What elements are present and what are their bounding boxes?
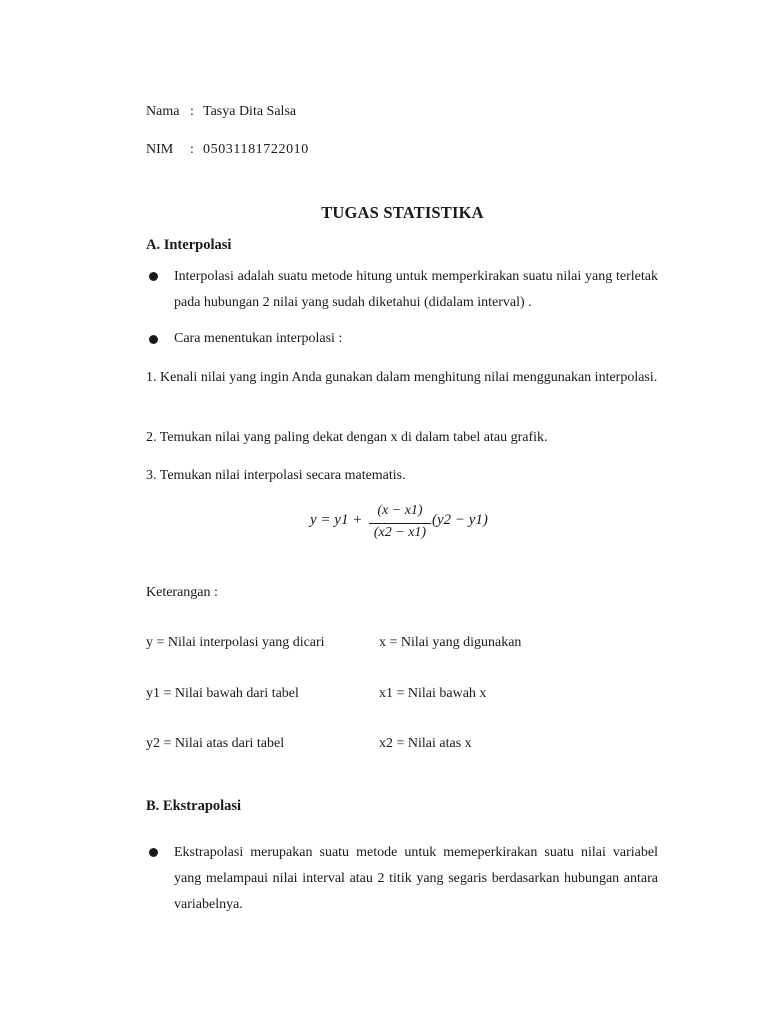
keterangan-y2: y2 = Nilai atas dari tabel [146, 736, 285, 751]
interpolasi-definition: Interpolasi adalah suatu metode hitung untuk memperkirakan suatu nilai yang terletak pada hubungan 2 nilai yang sudah diketahui (didalam interval) . [174, 269, 658, 310]
keterangan-x1: x1 = Nilai bawah x [379, 686, 487, 701]
nim-value: 05031181722010 [203, 142, 309, 157]
formula-rhs: (y2 − y1) [432, 512, 488, 528]
cara-interpolasi-bullet: Cara menentukan interpolasi : [174, 331, 343, 346]
step-3: 3. Temukan nilai interpolasi secara matematis. [146, 468, 406, 483]
fraction-bar [369, 523, 431, 524]
section-b-heading: B. Ekstrapolasi [146, 798, 242, 814]
formula-denominator: (x2 − x1) [373, 525, 427, 540]
keterangan-x: x = Nilai yang digunakan [379, 635, 522, 650]
formula-numerator: (x − x1) [377, 503, 423, 518]
step-1: 1. Kenali nilai yang ingin Anda gunakan dalam menghitung nilai menggunakan interpolasi. [146, 370, 658, 385]
nama-label: Nama [146, 104, 180, 119]
nama-separator: : [190, 104, 194, 119]
keterangan-label: Keterangan : [146, 585, 218, 600]
keterangan-y: y = Nilai interpolasi yang dicari [146, 635, 325, 650]
bullet-icon [149, 848, 158, 857]
bullet-icon [149, 335, 158, 344]
keterangan-x2: x2 = Nilai atas x [379, 736, 472, 751]
nim-separator: : [190, 142, 194, 157]
section-a-heading: A. Interpolasi [146, 237, 232, 253]
bullet-icon [149, 272, 158, 281]
keterangan-y1: y1 = Nilai bawah dari tabel [146, 686, 299, 701]
step-2: 2. Temukan nilai yang paling dekat dengan x di dalam tabel atau grafik. [146, 430, 548, 445]
ekstrapolasi-definition: Ekstrapolasi merupakan suatu metode untuk memeperkirakan suatu nilai variabel yang melampaui nilai interval atau 2 titik yang segaris berdasarkan hubungan antara variabelnya. [174, 845, 658, 912]
nama-value: Tasya Dita Salsa [203, 104, 297, 119]
document-title: TUGAS STATISTIKA [321, 203, 484, 222]
nim-label: NIM [146, 142, 174, 157]
formula-lhs: y = y1 + [310, 512, 363, 528]
